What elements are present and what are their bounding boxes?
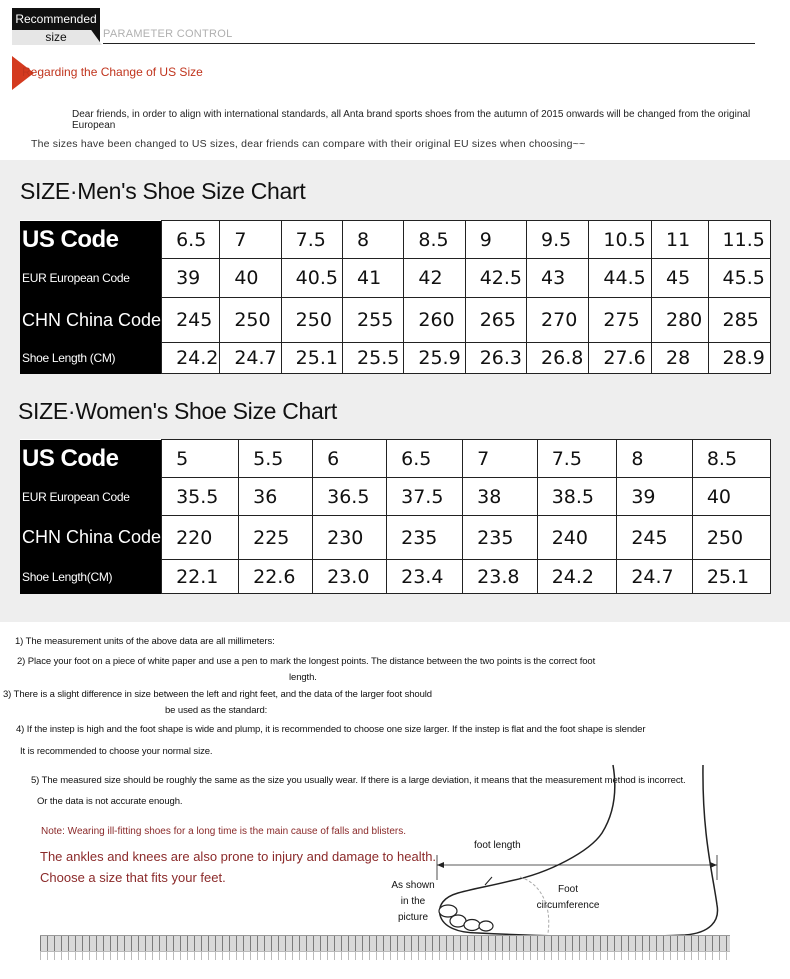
intro-line-1: Dear friends, in order to align with international standards, all Anta brand sports shoes from the autumn of 2015 onwards will be changed from the original European: [72, 109, 751, 131]
size-cell: 28.9: [708, 343, 770, 374]
size-cell: 25.1: [281, 343, 342, 374]
size-cell: 260: [404, 298, 465, 343]
size-cell: 25.5: [343, 343, 404, 374]
size-cell: 270: [527, 298, 589, 343]
size-row: [20, 298, 771, 343]
ruler-ticks: [40, 952, 730, 960]
size-cell: 7.5: [281, 221, 342, 259]
size-row: [20, 478, 771, 516]
note-5b: Or the data is not accurate enough.: [37, 796, 183, 807]
row-header: Shoe Length (CM): [20, 343, 162, 374]
size-cell: 22.1: [162, 560, 239, 594]
size-cell: 43: [527, 259, 589, 298]
size-cell: 245: [162, 298, 220, 343]
size-cell: 6.5: [387, 440, 463, 478]
size-cell: 250: [692, 516, 770, 560]
size-cell: 26.8: [527, 343, 589, 374]
note-5a: 5) The measured size should be roughly the same as the size you usually wear. If there is a large deviation, it means that the measurement method is incorrect.: [31, 775, 686, 786]
size-cell: 39: [162, 259, 220, 298]
size-row: [20, 221, 771, 259]
size-cell: 8.5: [404, 221, 465, 259]
size-cell: 7: [220, 221, 281, 259]
size-cell: 225: [239, 516, 313, 560]
size-cell: 26.3: [465, 343, 526, 374]
row-header: EUR European Code: [20, 478, 162, 516]
arrow-left-icon: [437, 862, 444, 868]
size-cell: 25.1: [692, 560, 770, 594]
row-header: Shoe Length(CM): [20, 560, 162, 594]
size-cell: 24.7: [220, 343, 281, 374]
note-3b: be used as the standard:: [165, 705, 268, 716]
parameter-control-label: PARAMETER CONTROL: [103, 28, 233, 40]
size-cell: 23.8: [463, 560, 538, 594]
note-1: 1) The measurement units of the above data are all millimeters:: [15, 636, 275, 647]
foot-circ-line2: circumference: [536, 900, 600, 911]
size-cell: 235: [387, 516, 463, 560]
size-cell: 5: [162, 440, 239, 478]
size-cell: 10.5: [589, 221, 652, 259]
size-cell: 6: [313, 440, 387, 478]
size-cell: 255: [343, 298, 404, 343]
size-cell: 250: [220, 298, 281, 343]
size-cell: 38.5: [537, 478, 617, 516]
ruler: [40, 935, 730, 952]
size-cell: 24.2: [537, 560, 617, 594]
warning-line-2: Choose a size that fits your feet.: [40, 870, 226, 885]
note-3a: 3) There is a slight difference in size between the left and right feet, and the data of the larger foot should: [3, 689, 432, 700]
warning-line-1: The ankles and knees are also prone to injury and damage to health.: [40, 849, 437, 864]
men-chart-title: SIZE·Men's Shoe Size Chart: [20, 178, 306, 204]
foot-circ-line1: Foot: [557, 884, 578, 895]
size-cell: 9.5: [527, 221, 589, 259]
as-shown-line1: As shown: [391, 880, 435, 891]
size-row: [20, 259, 771, 298]
as-shown-line3: picture: [397, 912, 428, 923]
size-cell: 6.5: [162, 221, 220, 259]
size-cell: 8: [617, 440, 693, 478]
header-divider: [103, 43, 755, 44]
size-cell: 22.6: [239, 560, 313, 594]
size-cell: 36.5: [313, 478, 387, 516]
size-cell: 37.5: [387, 478, 463, 516]
as-shown-label: [388, 878, 438, 926]
size-cell: 44.5: [589, 259, 652, 298]
warning-note: Note: Wearing ill-fitting shoes for a long time is the main cause of falls and blisters.: [41, 826, 406, 837]
size-cell: 24.2: [162, 343, 220, 374]
women-size-table: [20, 439, 771, 594]
size-cell: 28: [652, 343, 709, 374]
note-2a: 2) Place your foot on a piece of white paper and use a pen to mark the longest points. The distance between the two points is the correct foot: [17, 656, 596, 667]
note-4a: 4) If the instep is high and the foot shape is wide and plump, it is recommended to choose one size larger. If the instep is flat and the foot shape is slender: [16, 724, 646, 735]
row-header: EUR European Code: [20, 259, 162, 298]
size-cell: 38: [463, 478, 538, 516]
size-cell: 23.4: [387, 560, 463, 594]
size-cell: 8.5: [692, 440, 770, 478]
row-header: CHN China Code: [20, 298, 162, 343]
size-cell: 40: [220, 259, 281, 298]
size-cell: 240: [537, 516, 617, 560]
row-header: US Code: [20, 440, 162, 478]
size-cell: 42.5: [465, 259, 526, 298]
row-header: CHN China Code: [20, 516, 162, 560]
size-cell: 25.9: [404, 343, 465, 374]
recommended-size-line2: size: [45, 30, 67, 44]
section-title: Regarding the Change of US Size: [22, 65, 203, 79]
foot-length-label: foot length: [474, 840, 521, 851]
size-cell: 7.5: [537, 440, 617, 478]
row-header: US Code: [20, 221, 162, 259]
note-4b: It is recommended to choose your normal size.: [20, 746, 213, 757]
as-shown-line2: in the: [400, 896, 426, 907]
size-cell: 23.0: [313, 560, 387, 594]
size-cell: 11.5: [708, 221, 770, 259]
size-row: [20, 516, 771, 560]
size-cell: 41: [343, 259, 404, 298]
foot-circumference-label: [530, 882, 606, 914]
size-row: [20, 440, 771, 478]
size-cell: 275: [589, 298, 652, 343]
size-cell: 9: [465, 221, 526, 259]
men-size-table: [20, 220, 771, 374]
size-cell: 42: [404, 259, 465, 298]
size-cell: 230: [313, 516, 387, 560]
size-cell: 39: [617, 478, 693, 516]
size-row: [20, 560, 771, 594]
size-cell: 250: [281, 298, 342, 343]
size-cell: 36: [239, 478, 313, 516]
women-chart-title: SIZE·Women's Shoe Size Chart: [18, 398, 337, 424]
size-cell: 11: [652, 221, 709, 259]
note-2b: length.: [289, 672, 317, 683]
size-row: [20, 343, 771, 374]
size-cell: 35.5: [162, 478, 239, 516]
size-cell: 235: [463, 516, 538, 560]
size-cell: 24.7: [617, 560, 693, 594]
size-cell: 40: [692, 478, 770, 516]
size-cell: 285: [708, 298, 770, 343]
size-cell: 7: [463, 440, 538, 478]
recommended-size-line1: Recommended: [15, 12, 97, 26]
size-cell: 45: [652, 259, 709, 298]
recommended-size-label: [14, 10, 98, 46]
size-cell: 245: [617, 516, 693, 560]
size-cell: 220: [162, 516, 239, 560]
size-cell: 40.5: [281, 259, 342, 298]
size-cell: 265: [465, 298, 526, 343]
size-cell: 27.6: [589, 343, 652, 374]
size-cell: 280: [652, 298, 709, 343]
intro-line-2: The sizes have been changed to US sizes, dear friends can compare with their original EU sizes when choosing~~: [31, 138, 586, 150]
size-cell: 5.5: [239, 440, 313, 478]
size-cell: 45.5: [708, 259, 770, 298]
size-cell: 8: [343, 221, 404, 259]
